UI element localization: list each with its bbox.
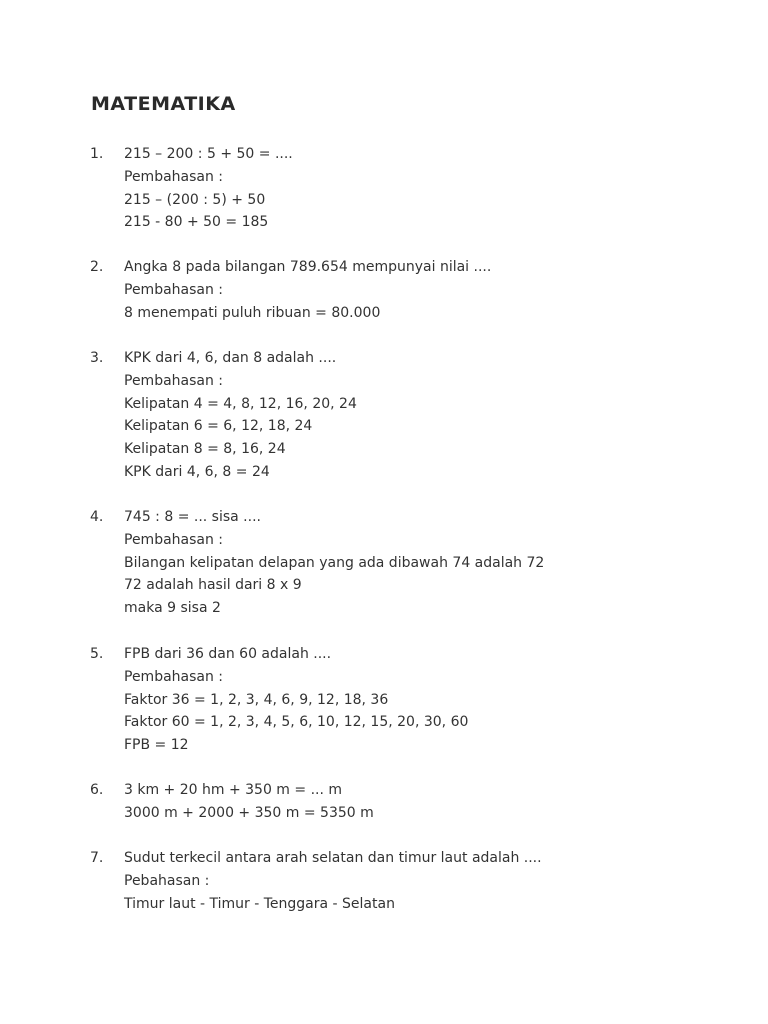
problem-line: Kelipatan 4 = 4, 8, 12, 16, 20, 24 xyxy=(124,395,357,412)
problem-line: 215 – (200 : 5) + 50 xyxy=(124,191,266,208)
problem-lines xyxy=(124,256,744,324)
problem-question: Sudut terkecil antara arah selatan dan timur laut adalah .... xyxy=(124,850,542,866)
problem-line: Pembahasan : xyxy=(124,168,224,185)
problem-line: Timur laut - Timur - Tenggara - Selatan xyxy=(124,895,395,912)
problem-line: Kelipatan 6 = 6, 12, 18, 24 xyxy=(124,418,313,435)
problem-line: Faktor 36 = 1, 2, 3, 4, 6, 9, 12, 18, 36 xyxy=(124,691,389,708)
problem-line: 72 adalah hasil dari 8 x 9 xyxy=(124,577,302,594)
problem-line: Pembahasan : xyxy=(124,281,224,298)
problem-number: 5. xyxy=(90,646,104,662)
problem-line: 215 - 80 + 50 = 185 xyxy=(124,214,269,231)
problem-lines xyxy=(124,643,744,757)
problem-question: 3 km + 20 hm + 350 m = ... m xyxy=(124,782,343,798)
problem-line: Faktor 60 = 1, 2, 3, 4, 5, 6, 10, 12, 15, 20, 30, 60 xyxy=(124,714,469,731)
problem-question: 745 : 8 = ... sisa .... xyxy=(124,509,261,525)
problem-number: 6. xyxy=(90,782,104,798)
problem-line: maka 9 sisa 2 xyxy=(124,600,221,617)
problem-line: Bilangan kelipatan delapan yang ada dibawah 74 adalah 72 xyxy=(124,554,545,571)
problem-number: 3. xyxy=(90,350,104,366)
problem-question: Angka 8 pada bilangan 789.654 mempunyai nilai .... xyxy=(124,259,492,275)
problem-line: 3000 m + 2000 + 350 m = 5350 m xyxy=(124,804,374,821)
problem-number: 2. xyxy=(90,259,104,275)
problem-question: FPB dari 36 dan 60 adalah .... xyxy=(124,646,332,662)
problem-lines xyxy=(124,347,744,484)
problem-line: 8 menempati puluh ribuan = 80.000 xyxy=(124,304,381,321)
problem-line: Pembahasan : xyxy=(124,668,224,685)
page-title: MATEMATIKA xyxy=(91,93,236,115)
problem-lines xyxy=(124,506,744,620)
problem-line: FPB = 12 xyxy=(124,737,189,754)
problem-number: 1. xyxy=(90,146,104,162)
problem-line: Pembahasan : xyxy=(124,372,224,389)
problem-lines xyxy=(124,779,744,825)
problem-lines xyxy=(124,143,744,234)
problem-line: KPK dari 4, 6, 8 = 24 xyxy=(124,463,270,480)
problem-question: 215 – 200 : 5 + 50 = .... xyxy=(124,146,293,162)
problem-line: Kelipatan 8 = 8, 16, 24 xyxy=(124,441,286,458)
problem-line: Pembahasan : xyxy=(124,531,224,548)
problem-line: Pebahasan : xyxy=(124,872,210,889)
problem-question: KPK dari 4, 6, dan 8 adalah .... xyxy=(124,350,337,366)
problem-number: 4. xyxy=(90,509,104,525)
problem-number: 7. xyxy=(90,850,104,866)
problem-lines xyxy=(124,847,744,915)
